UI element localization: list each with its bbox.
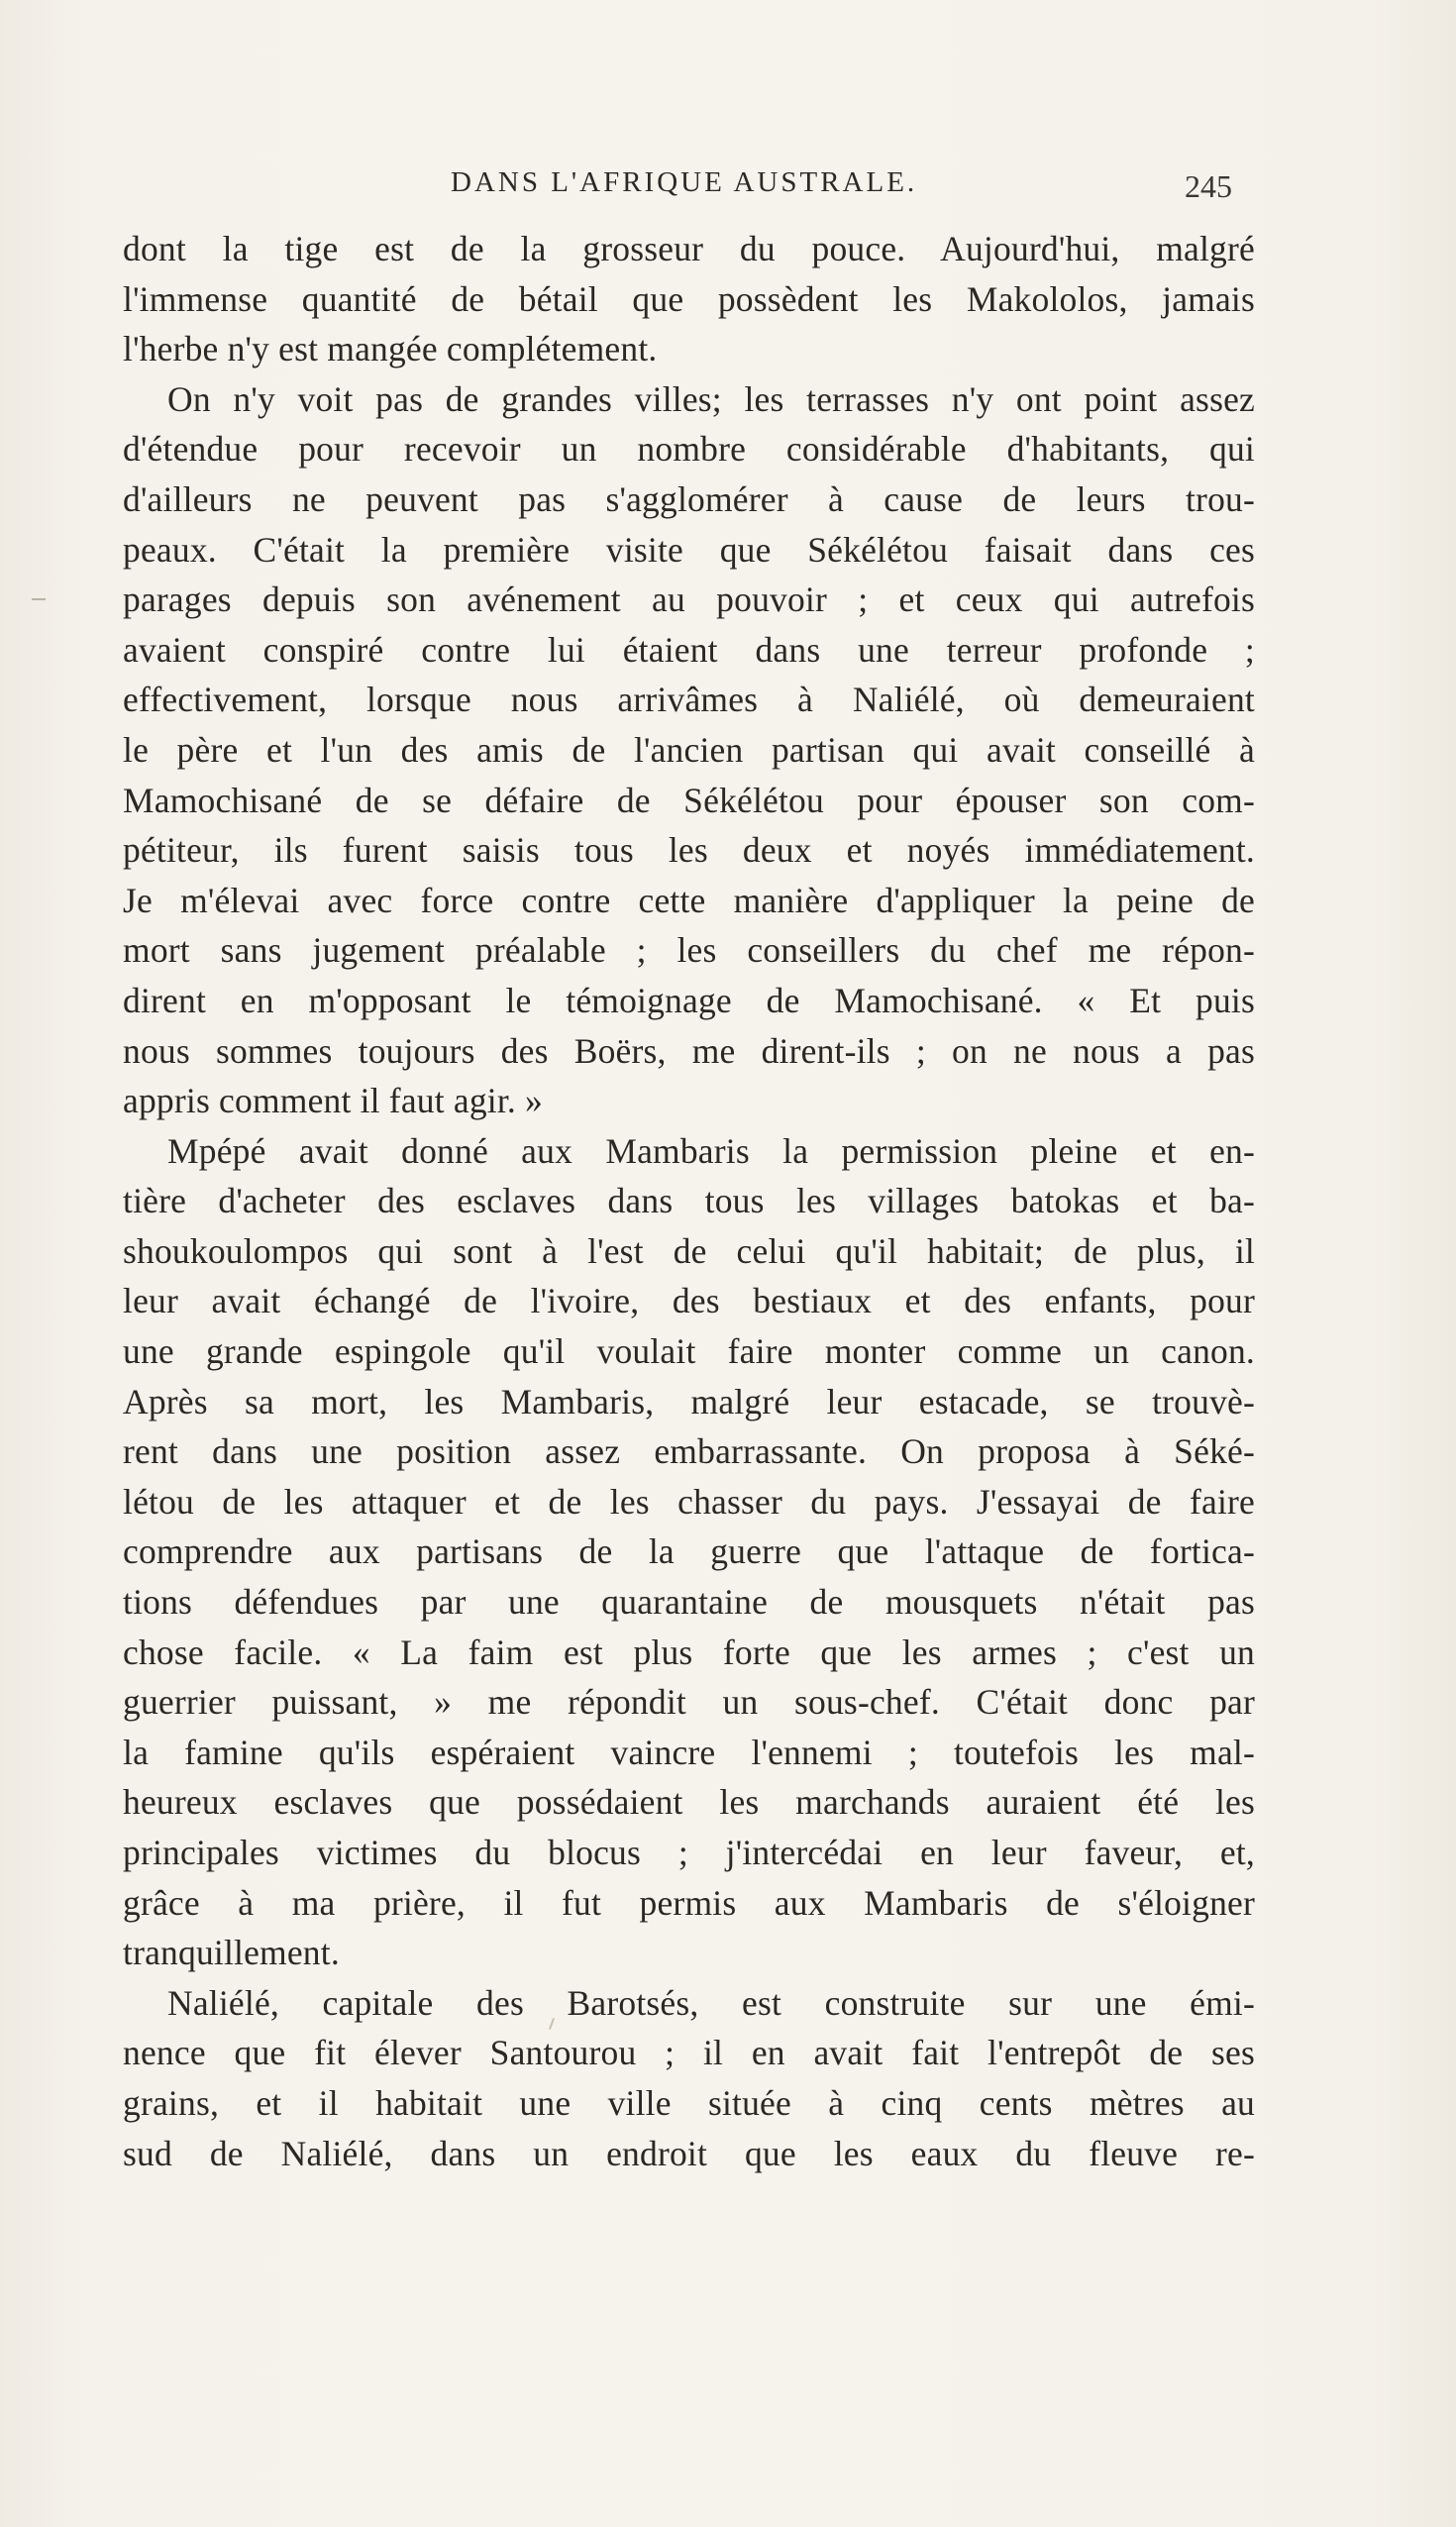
text-line: grâce à ma prière, il fut permis aux Mambaris de s'éloigner (123, 1882, 1255, 1923)
text-line: Après sa mort, les Mambaris, malgré leur estacade, se trouvè- (123, 1381, 1255, 1421)
text-line: peaux. C'était la première visite que Sékélétou faisait dans ces (123, 529, 1255, 570)
text-line: tranquillement. (123, 1933, 340, 1973)
margin-mark (32, 598, 46, 600)
text-line: mort sans jugement préalable ; les conseillers du chef me répon- (123, 930, 1255, 971)
text-line: d'étendue pour recevoir un nombre considérable d'habitants, qui (123, 429, 1255, 470)
text-line: chose facile. « La faim est plus forte que les armes ; c'est un (123, 1632, 1255, 1672)
text-line: grains, et il habitait une ville située à cinq cents mètres au (123, 2082, 1255, 2123)
text-line: heureux esclaves que possédaient les marchands auraient été les (123, 1782, 1255, 1823)
text-line: la famine qu'ils espéraient vaincre l'ennemi ; toutefois les mal- (123, 1732, 1255, 1772)
text-line: Mamochisané de se défaire de Sékélétou pour épouser son com- (123, 780, 1255, 820)
text-line: On n'y voit pas de grandes villes; les terrasses n'y ont point assez (167, 378, 1255, 419)
text-line: l'herbe n'y est mangée complétement. (123, 329, 658, 369)
text-line: dirent en m'opposant le témoignage de Mamochisané. « Et puis (123, 980, 1255, 1020)
text-line: létou de les attaquer et de les chasser du pays. J'essayai de faire (123, 1481, 1255, 1522)
running-title: DANS L'AFRIQUE AUSTRALE. (451, 166, 918, 198)
text-line: comprendre aux partisans de la guerre que l'attaque de fortica- (123, 1531, 1255, 1572)
text-line: principales victimes du blocus ; j'intercédai en leur faveur, et, (123, 1833, 1255, 1872)
running-head (0, 166, 1456, 206)
text-line: nence que fit élever Santourou ; il en avait fait l'entrepôt de ses (123, 2033, 1255, 2073)
text-line: tions défendues par une quarantaine de mousquets n'était pas (123, 1582, 1255, 1623)
text-line: sud de Naliélé, dans un endroit que les eaux du fleuve re- (123, 2133, 1255, 2173)
text-line: Mpépé avait donné aux Mambaris la permission pleine et en- (167, 1130, 1255, 1171)
text-line: dont la tige est de la grosseur du pouce. Aujourd'hui, malgré (123, 229, 1255, 268)
text-line: appris comment il faut agir. » (123, 1081, 544, 1121)
text-line: Naliélé, capitale des Barotsés, est construite sur une émi- (167, 1982, 1255, 2023)
text-line: nous sommes toujours des Boërs, me dirent-ils ; on ne nous a pas (123, 1030, 1255, 1071)
text-line: rent dans une position assez embarrassante. On proposa à Séké- (123, 1431, 1255, 1472)
text-line: guerrier puissant, » me répondit un sous-chef. C'était donc par (123, 1682, 1255, 1723)
text-line: tière d'acheter des esclaves dans tous les villages batokas et ba- (123, 1181, 1255, 1221)
text-line: pétiteur, ils furent saisis tous les deux et noyés immédiatement. (123, 830, 1255, 871)
text-line: le père et l'un des amis de l'ancien partisan qui avait conseillé à (123, 729, 1255, 770)
text-line: effectivement, lorsque nous arrivâmes à Naliélé, où demeuraient (123, 680, 1255, 720)
text-line: shoukoulompos qui sont à l'est de celui qu'il habitait; de plus, il (123, 1230, 1255, 1271)
text-line: leur avait échangé de l'ivoire, des bestiaux et des enfants, pour (123, 1281, 1255, 1321)
text-line: avaient conspiré contre lui étaient dans une terreur profonde ; (123, 629, 1255, 670)
text-line: d'ailleurs ne peuvent pas s'agglomérer à cause de leurs trou- (123, 478, 1255, 519)
text-line: l'immense quantité de bétail que possèdent les Makololos, jamais (123, 278, 1255, 319)
page-number: 245 (1185, 168, 1232, 204)
body-text (123, 224, 1255, 2178)
text-line: une grande espingole qu'il voulait faire monter comme un canon. (123, 1331, 1255, 1372)
text-line: Je m'élevai avec force contre cette manière d'appliquer la peine de (123, 880, 1255, 920)
text-line: parages depuis son avénement au pouvoir ; et ceux qui autrefois (123, 579, 1255, 620)
